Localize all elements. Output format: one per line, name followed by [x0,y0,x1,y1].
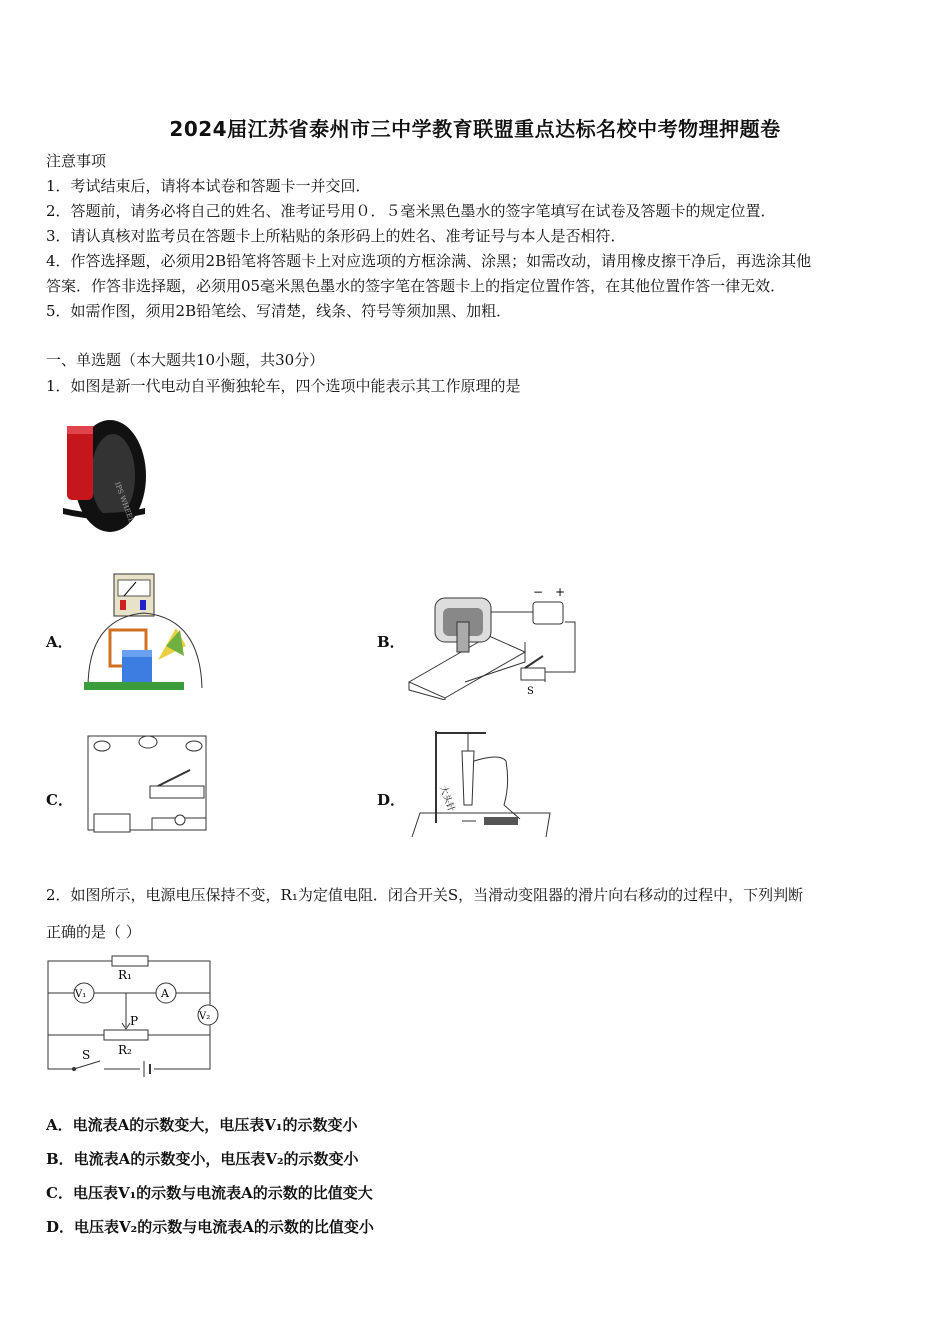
notice-heading: 注意事项 [46,152,107,170]
notice-item: 答案．作答非选择题，必须用05毫米黑色墨水的签字笔在答题卡上的指定位置作答，在其他位置作答一律无效． [46,277,786,295]
ammeter-label: A [161,987,169,1000]
slider-label: P [130,1014,139,1028]
svg-text:+: + [555,585,566,599]
option-d-figure [410,725,555,843]
option-a-figure [80,568,210,698]
resistor-r1 [112,956,148,966]
q2-option-d: D．电压表V₂的示数与电流表A的示数的比值变小 [46,1218,374,1236]
notice-item: 5．如需作图，须用2B铅笔绘、写清楚，线条、符号等须加黑、加粗． [46,302,512,320]
notice-item: 4．作答选择题，必须用2B铅笔将答题卡上对应选项的方框涂满、涂黑；如需改动，请用橡皮擦干净后，再选涂其他 [46,252,812,270]
v1-label: V₁ [75,989,87,1000]
unicycle-figure [55,408,150,538]
question-1-stem: 1．如图是新一代电动自平衡独轮车，四个选项中能表示其工作原理的是 [46,377,521,395]
switch-label: S [82,1048,91,1062]
option-c-figure [82,730,214,840]
q2-option-a: A．电流表A的示数变大，电压表V₁的示数变小 [46,1116,358,1134]
q2-option-b: B．电流表A的示数变小，电压表V₂的示数变小 [46,1150,359,1168]
option-b-figure [405,582,585,700]
r1-label: R₁ [118,968,132,982]
notice-item: 2．答题前，请务必将自己的姓名、准考证号用０．５毫米黑色墨水的签字笔填写在试卷及答题卡的规定位置． [46,202,776,220]
q1-option-b: B． [377,633,405,651]
r2-label: R₂ [118,1043,132,1057]
question-2-stem: 2．如图所示，电源电压保持不变，R₁为定值电阻．闭合开关S，当滑动变阻器的滑片向右移动的过程中，下列判断 [46,886,804,904]
svg-text:S: S [527,686,534,697]
circuit-diagram [44,955,224,1080]
svg-text:−: − [533,585,544,599]
svg-text:IPS WHEEL: IPS WHEEL [113,480,136,524]
q1-option-d: D． [377,791,406,809]
rheostat-r2 [104,1030,148,1040]
notice-item: 3．请认真核对监考员在答题卡上所粘贴的条形码上的姓名、准考证号与本人是否相符． [46,227,626,245]
v2-label: V₂ [199,1011,211,1022]
question-2-stem-cont: 正确的是（ ） [46,923,141,941]
q1-option-a: A． [46,633,73,651]
page-title: 2024届江苏省泰州市三中学教育联盟重点达标名校中考物理押题卷 [169,117,781,141]
pin-label: 大头针 [437,784,456,814]
q1-option-c: C． [46,791,73,809]
q2-option-c: C．电压表V₁的示数与电流表A的示数的比值变大 [46,1184,373,1202]
section-heading: 一、单选题（本大题共10小题，共30分） [46,351,325,369]
notice-item: 1．考试结束后，请将本试卷和答题卡一并交回． [46,177,371,195]
